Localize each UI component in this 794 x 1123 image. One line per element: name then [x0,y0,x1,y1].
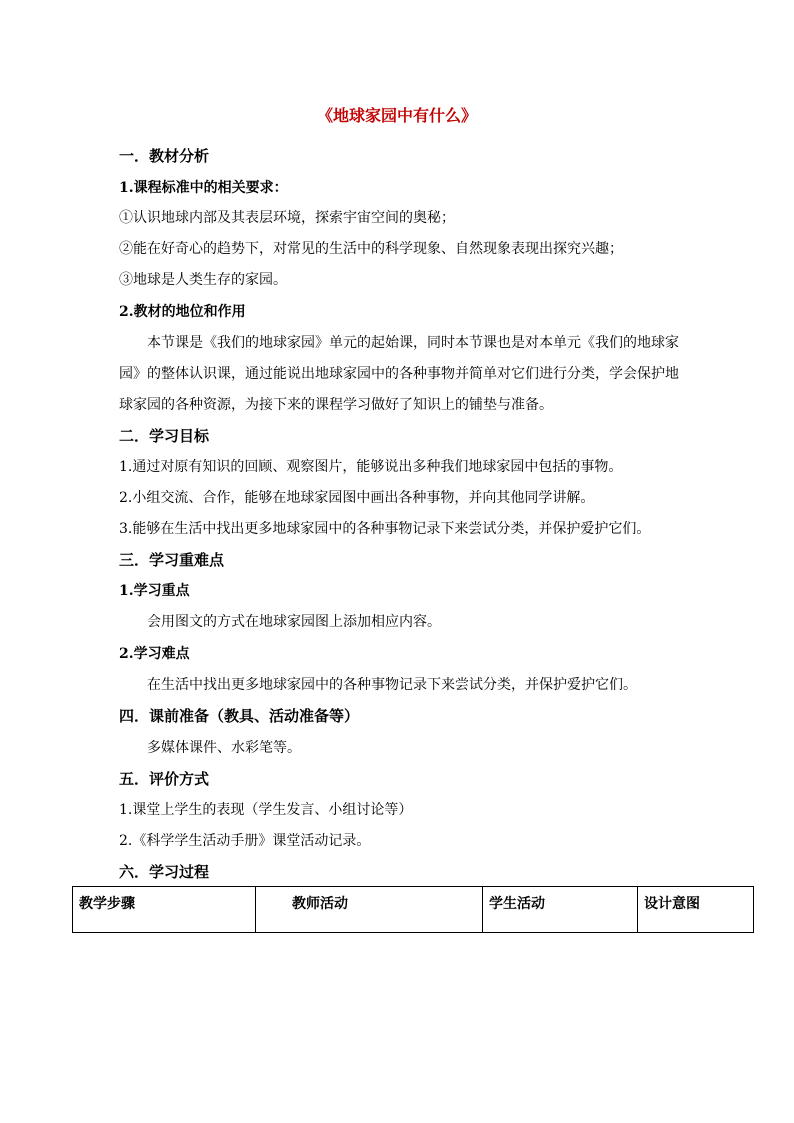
subheading-key-points: 1.学习重点 [119,583,190,599]
evaluation-item-2: 2.《科学学生活动手册》课堂活动记录。 [119,833,371,849]
section-heading-4: 四．课前准备（教具、活动准备等） [119,707,360,725]
paragraph-line-1: 本节课是《我们的地球家园》单元的起始课，同时本节课也是对本单元《我们的地球家 [147,335,679,351]
table-header-cell: 学生活动 [483,887,638,933]
section-heading-6: 六．学习过程 [119,863,210,881]
goal-item-1: 1.通过对原有知识的回顾、观察图片，能够说出多种我们地球家园中包括的事物。 [119,459,623,475]
subheading-curriculum-requirements: 1.课程标准中的相关要求： [119,180,288,196]
table-header-cell: 教学步骤 [73,887,256,933]
goal-item-2: 2.小组交流、合作，能够在地球家园图中画出各种事物，并向其他同学讲解。 [119,490,595,506]
requirement-item-3: ③地球是人类生存的家园。 [119,272,287,288]
key-points-text: 会用图文的方式在地球家园图上添加相应内容。 [147,614,441,630]
section-heading-5: 五．评价方式 [119,770,210,788]
subheading-textbook-role: 2.教材的地位和作用 [119,304,246,320]
requirement-item-1: ①认识地球内部及其表层环境，探索宇宙空间的奥秘； [119,210,455,226]
section-heading-3: 三．学习重难点 [119,551,225,569]
difficulties-text: 在生活中找出更多地球家园中的各种事物记录下来尝试分类，并保护爱护它们。 [147,677,637,693]
subheading-difficulties: 2.学习难点 [119,646,190,662]
document-title: 《地球家园中有什么》 [316,106,477,125]
paragraph-line-2: 园》的整体认识课，通过能说出地球家园中的各种事物并简单对它们进行分类，学会保护地 [119,366,679,382]
table-header-cell: 设计意图 [638,887,754,933]
section-heading-2: 二．学习目标 [119,427,210,445]
requirement-item-2: ②能在好奇心的趋势下，对常见的生活中的科学现象、自然现象表现出探究兴趣； [119,241,623,257]
evaluation-item-1: 1.课堂上学生的表现（学生发言、小组讨论等） [119,802,413,818]
goal-item-3: 3.能够在生活中找出更多地球家园中的各种事物记录下来尝试分类，并保护爱护它们。 [119,521,651,537]
table-header-cell: 教师活动 [256,887,483,933]
preparation-text: 多媒体课件、水彩笔等。 [147,740,301,756]
section-heading-1: 一．教材分析 [119,147,210,165]
paragraph-line-3: 球家园的各种资源，为接下来的课程学习做好了知识上的铺垫与准备。 [119,397,553,413]
learning-process-table [72,886,754,933]
table-header-row [73,887,754,933]
